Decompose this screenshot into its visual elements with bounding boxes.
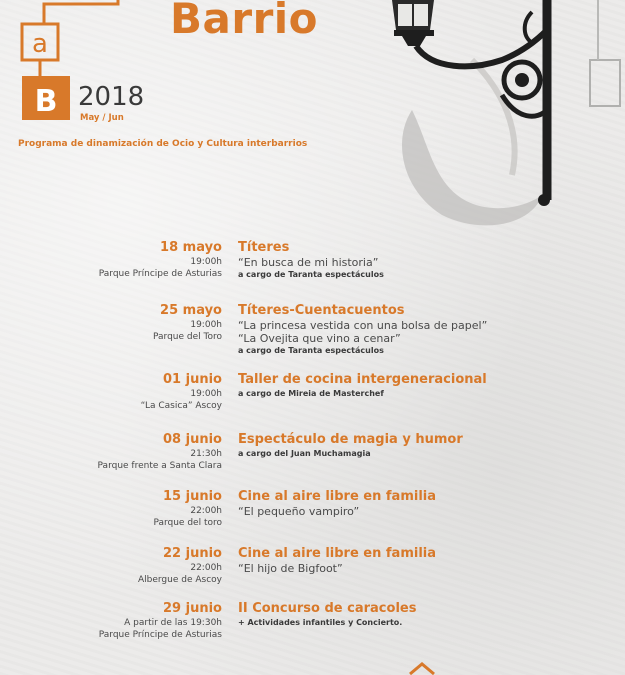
- event-subtitle: “El pequeño vampiro”: [238, 505, 360, 518]
- event-what: [238, 303, 487, 356]
- event-time: 19:00h: [190, 389, 222, 399]
- event-time: 19:00h: [190, 320, 222, 330]
- event-time: 22:00h: [190, 563, 222, 573]
- subtitle: Programa de dinamización de Ocio y Cultura interbarrios: [18, 139, 308, 149]
- event-credit: a cargo del Juan Muchamagia: [238, 449, 371, 458]
- event-date: 01 junio: [163, 372, 222, 387]
- event-credit: + Actividades infantiles y Concierto.: [238, 618, 403, 627]
- event-title: Cine al aire libre en familia: [238, 489, 437, 504]
- event-credit: a cargo de Taranta espectáculos: [238, 270, 384, 279]
- event-date: 25 mayo: [160, 303, 222, 318]
- event-place: Albergue de Ascoy: [137, 575, 222, 585]
- event-time: 22:00h: [190, 506, 222, 516]
- event-time: A partir de las 19:30h: [124, 618, 222, 628]
- event-what: [238, 432, 463, 459]
- year: 2018: [78, 82, 145, 112]
- months: May / Jun: [80, 113, 124, 123]
- event-credit: a cargo de Taranta espectáculos: [238, 346, 384, 355]
- event-title: Títeres: [238, 240, 290, 255]
- event-subtitle: “El hijo de Bigfoot”: [238, 562, 343, 575]
- event-when: [99, 601, 222, 641]
- event-place: Parque del toro: [153, 518, 222, 528]
- logo-letter-b: B: [34, 84, 58, 119]
- page-title: Barrio: [170, 0, 319, 43]
- event-when: [153, 303, 222, 343]
- event-what: [238, 372, 487, 399]
- event-date: 29 junio: [163, 601, 222, 616]
- event-date: 15 junio: [163, 489, 222, 504]
- event-place: Parque Príncipe de Asturias: [98, 269, 222, 279]
- event-place: Parque frente a Santa Clara: [97, 461, 222, 471]
- street-lamp-image: [372, 0, 625, 235]
- event-date: 18 mayo: [160, 240, 222, 255]
- event-title: II Concurso de caracoles: [238, 601, 417, 616]
- event-date: 22 junio: [163, 546, 222, 561]
- event-time: 21:30h: [190, 449, 222, 459]
- event-subtitle: “En busca de mi historia”: [238, 256, 379, 269]
- event-what: [238, 489, 436, 518]
- event-title: Taller de cocina intergeneracional: [238, 372, 487, 387]
- event-place: Parque Príncipe de Asturias: [98, 630, 222, 640]
- event-title: Cine al aire libre en familia: [238, 546, 437, 561]
- event-subtitle: “La Ovejita que vino a cenar”: [238, 332, 401, 345]
- event-time: 19:00h: [190, 257, 222, 267]
- event-title: Títeres-Cuentacuentos: [238, 303, 405, 318]
- event-what: [238, 240, 384, 280]
- event-place: “La Casica” Ascoy: [140, 401, 222, 411]
- event-what: [238, 546, 436, 575]
- event-when: [138, 546, 222, 586]
- logo-letter-a: a: [32, 29, 48, 59]
- event-place: Parque del Toro: [153, 332, 222, 342]
- event-when: [141, 372, 222, 412]
- event-title: Espectáculo de magia y humor: [238, 432, 463, 447]
- event-when: [153, 489, 222, 529]
- event-when: [98, 432, 222, 472]
- event-when: [99, 240, 222, 280]
- event-date: 08 junio: [163, 432, 222, 447]
- event-subtitle: “La princesa vestida con una bolsa de papel”: [238, 319, 488, 332]
- event-what: [238, 601, 416, 628]
- bottom-logo-icon: [406, 658, 438, 675]
- event-credit: a cargo de Mireia de Masterchef: [238, 389, 384, 398]
